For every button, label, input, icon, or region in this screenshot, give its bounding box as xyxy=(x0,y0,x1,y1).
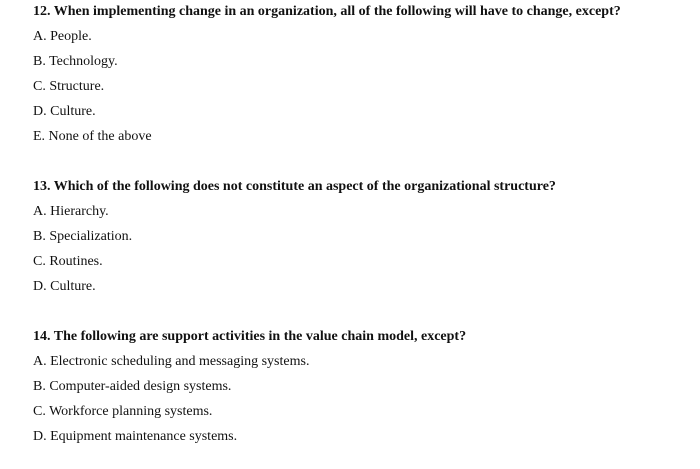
option-c: C. Structure. xyxy=(33,79,105,94)
option-d: D. Culture. xyxy=(33,104,96,119)
question-title: 12. When implementing change in an organization, all of the following will have to change, except? xyxy=(33,4,621,19)
option-d: D. Culture. xyxy=(33,279,96,294)
option-e: E. None of the above xyxy=(33,129,152,144)
option-b: B. Technology. xyxy=(33,54,118,69)
option-b: B. Specialization. xyxy=(33,229,133,244)
question-14 xyxy=(33,328,683,446)
question-title: 13. Which of the following does not constitute an aspect of the organizational structure? xyxy=(33,179,556,194)
option-d: D. Equipment maintenance systems. xyxy=(33,429,238,444)
question-12 xyxy=(33,3,683,146)
option-a: A. Hierarchy. xyxy=(33,204,109,219)
option-a: A. People. xyxy=(33,29,92,44)
option-b: B. Computer-aided design systems. xyxy=(33,379,232,394)
question-title: 14. The following are support activities in the value chain model, except? xyxy=(33,329,467,344)
option-c: C. Workforce planning systems. xyxy=(33,404,213,419)
option-a: A. Electronic scheduling and messaging systems. xyxy=(33,354,310,369)
option-c: C. Routines. xyxy=(33,254,103,269)
question-13 xyxy=(33,178,683,296)
